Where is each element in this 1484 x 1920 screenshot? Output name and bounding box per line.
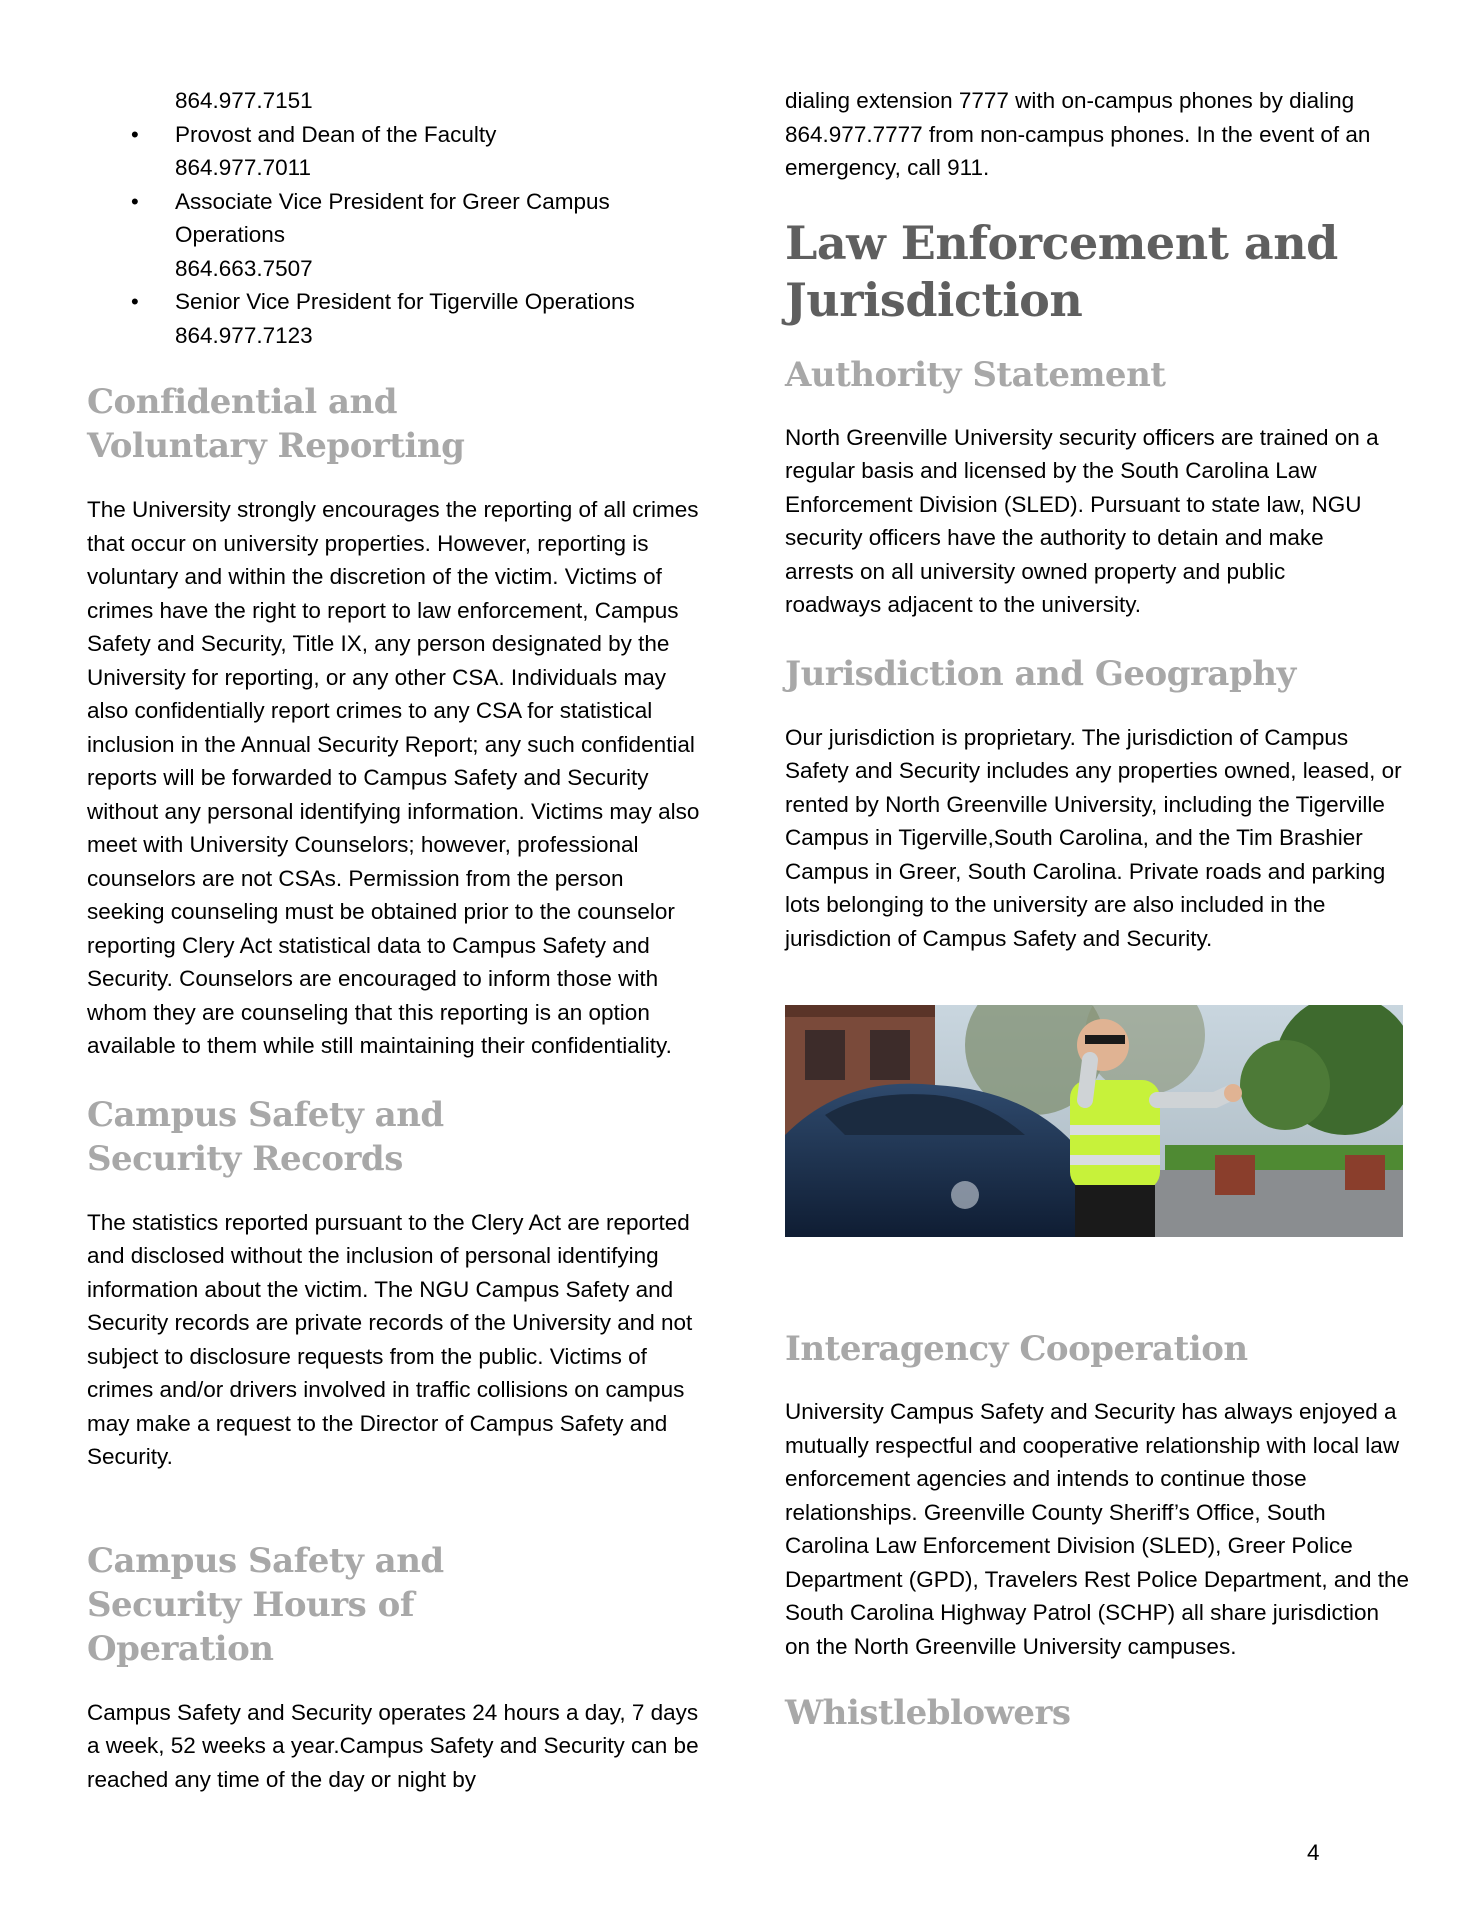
officer-photo-illustration: [785, 1005, 1403, 1237]
contact-item: [87, 118, 707, 185]
jurisdiction-heading: Jurisdiction and Geography: [785, 653, 1296, 694]
records-heading: Campus Safety and Security Records: [87, 1094, 444, 1179]
confidential-reporting-heading: Confidential and Voluntary Reporting: [87, 382, 465, 466]
hours-body: Campus Safety and Security operates 24 hours a day, 7 days a week, 52 weeks a year.Campus Safety and Security can be reached any time of the day or night by: [87, 1699, 699, 1792]
authority-heading: Authority Statement: [785, 354, 1166, 395]
bullet-icon: •: [131, 121, 139, 147]
contact-list: [87, 118, 707, 353]
continued-text: dialing extension 7777 with on-campus phones by dialing 864.977.7777 from non-campus phones. In the event of an emergency, call 911.: [785, 88, 1371, 180]
bullet-icon: •: [131, 289, 139, 314]
contact-phone: 864.977.7123: [175, 322, 313, 348]
contact-title: Senior Vice President for Tigerville Operations: [175, 289, 635, 314]
contact-item: [87, 185, 707, 286]
jurisdiction-body: Our jurisdiction is proprietary. The jurisdiction of Campus Safety and Security includes any properties owned, leased, or rented by North Greenville University, including the Tigerville Campus in Tigerville,South Carolina, and the Tim Brashier Campus in Greer, South Carolina. Private roads and parking lots belonging to the university are also included in the jurisdiction of Campus Safety and Security.: [785, 724, 1402, 951]
contact-title: Associate Vice President for Greer Campus Operations: [175, 188, 610, 247]
confidential-reporting-body: The University strongly encourages the reporting of all crimes that occur on university properties. However, reporting is voluntary and within the discretion of the victim. Victims of crimes have the right to report to law enforcement, Campus Safety and Security, Title IX, any person designated by the University for reporting, or any other CSA. Individuals may also confidentially report crimes to any CSA for statistical inclusion in the Annual Security Report; any such confidential reports will be forwarded to Campus Safety and Security without any personal identifying information. Victims may also meet with University Counselors; however, professional counselors are not CSAs. Permission from the person seeking counseling must be obtained prior to the counselor reporting Clery Act statistical data to Campus Safety and Security. Counselors are encouraged to inform those with whom they are counseling that this reporting is an option available to them while still maintaining their confidentiality.: [87, 497, 700, 1058]
records-body: The statistics reported pursuant to the Clery Act are reported and disclosed without the inclusion of personal identifying information about the victim. The NGU Campus Safety and Security records are private records of the University and not subject to disclosure requests from the public. Victims of crimes and/or drivers involved in traffic collisions on campus may make a request to the Director of Campus Safety and Security.: [87, 1209, 693, 1469]
interagency-body: University Campus Safety and Security has always enjoyed a mutually respectful and cooperative relationship with local law enforcement agencies and intends to continue those relationships. Greenville County Sheriff’s Office, South Carolina Law Enforcement Division (SLED), Greer Police Department (GPD), Travelers Rest Police Department, and the South Carolina Highway Patrol (SCHP) all share jurisdiction on the North Greenville University campuses.: [785, 1399, 1410, 1659]
main-heading: Law Enforcement and Jurisdiction: [785, 215, 1338, 327]
bullet-icon: •: [131, 188, 139, 214]
interagency-heading: Interagency Cooperation: [785, 1329, 1248, 1369]
page-number: 4: [1307, 1840, 1320, 1865]
contact-phone: 864.663.7507: [175, 255, 313, 281]
officer-photo: [785, 1005, 1403, 1237]
contact-phone: 864.977.7011: [175, 155, 311, 180]
left-column: [87, 84, 707, 1796]
contact-item: [87, 285, 707, 352]
contact-title: Provost and Dean of the Faculty: [175, 121, 497, 147]
authority-body: North Greenville University security officers are trained on a regular basis and licensed by the South Carolina Law Enforcement Division (SLED). Pursuant to state law, NGU security officers have the authority to detain and make arrests on all university owned property and public roadways adjacent to the university.: [785, 424, 1379, 617]
whistleblowers-heading: Whistleblowers: [785, 1693, 1071, 1733]
hours-heading: Campus Safety and Security Hours of Operation: [87, 1540, 444, 1669]
right-column: [785, 84, 1410, 1735]
contact-phone-first: 864.977.7151: [175, 88, 313, 113]
